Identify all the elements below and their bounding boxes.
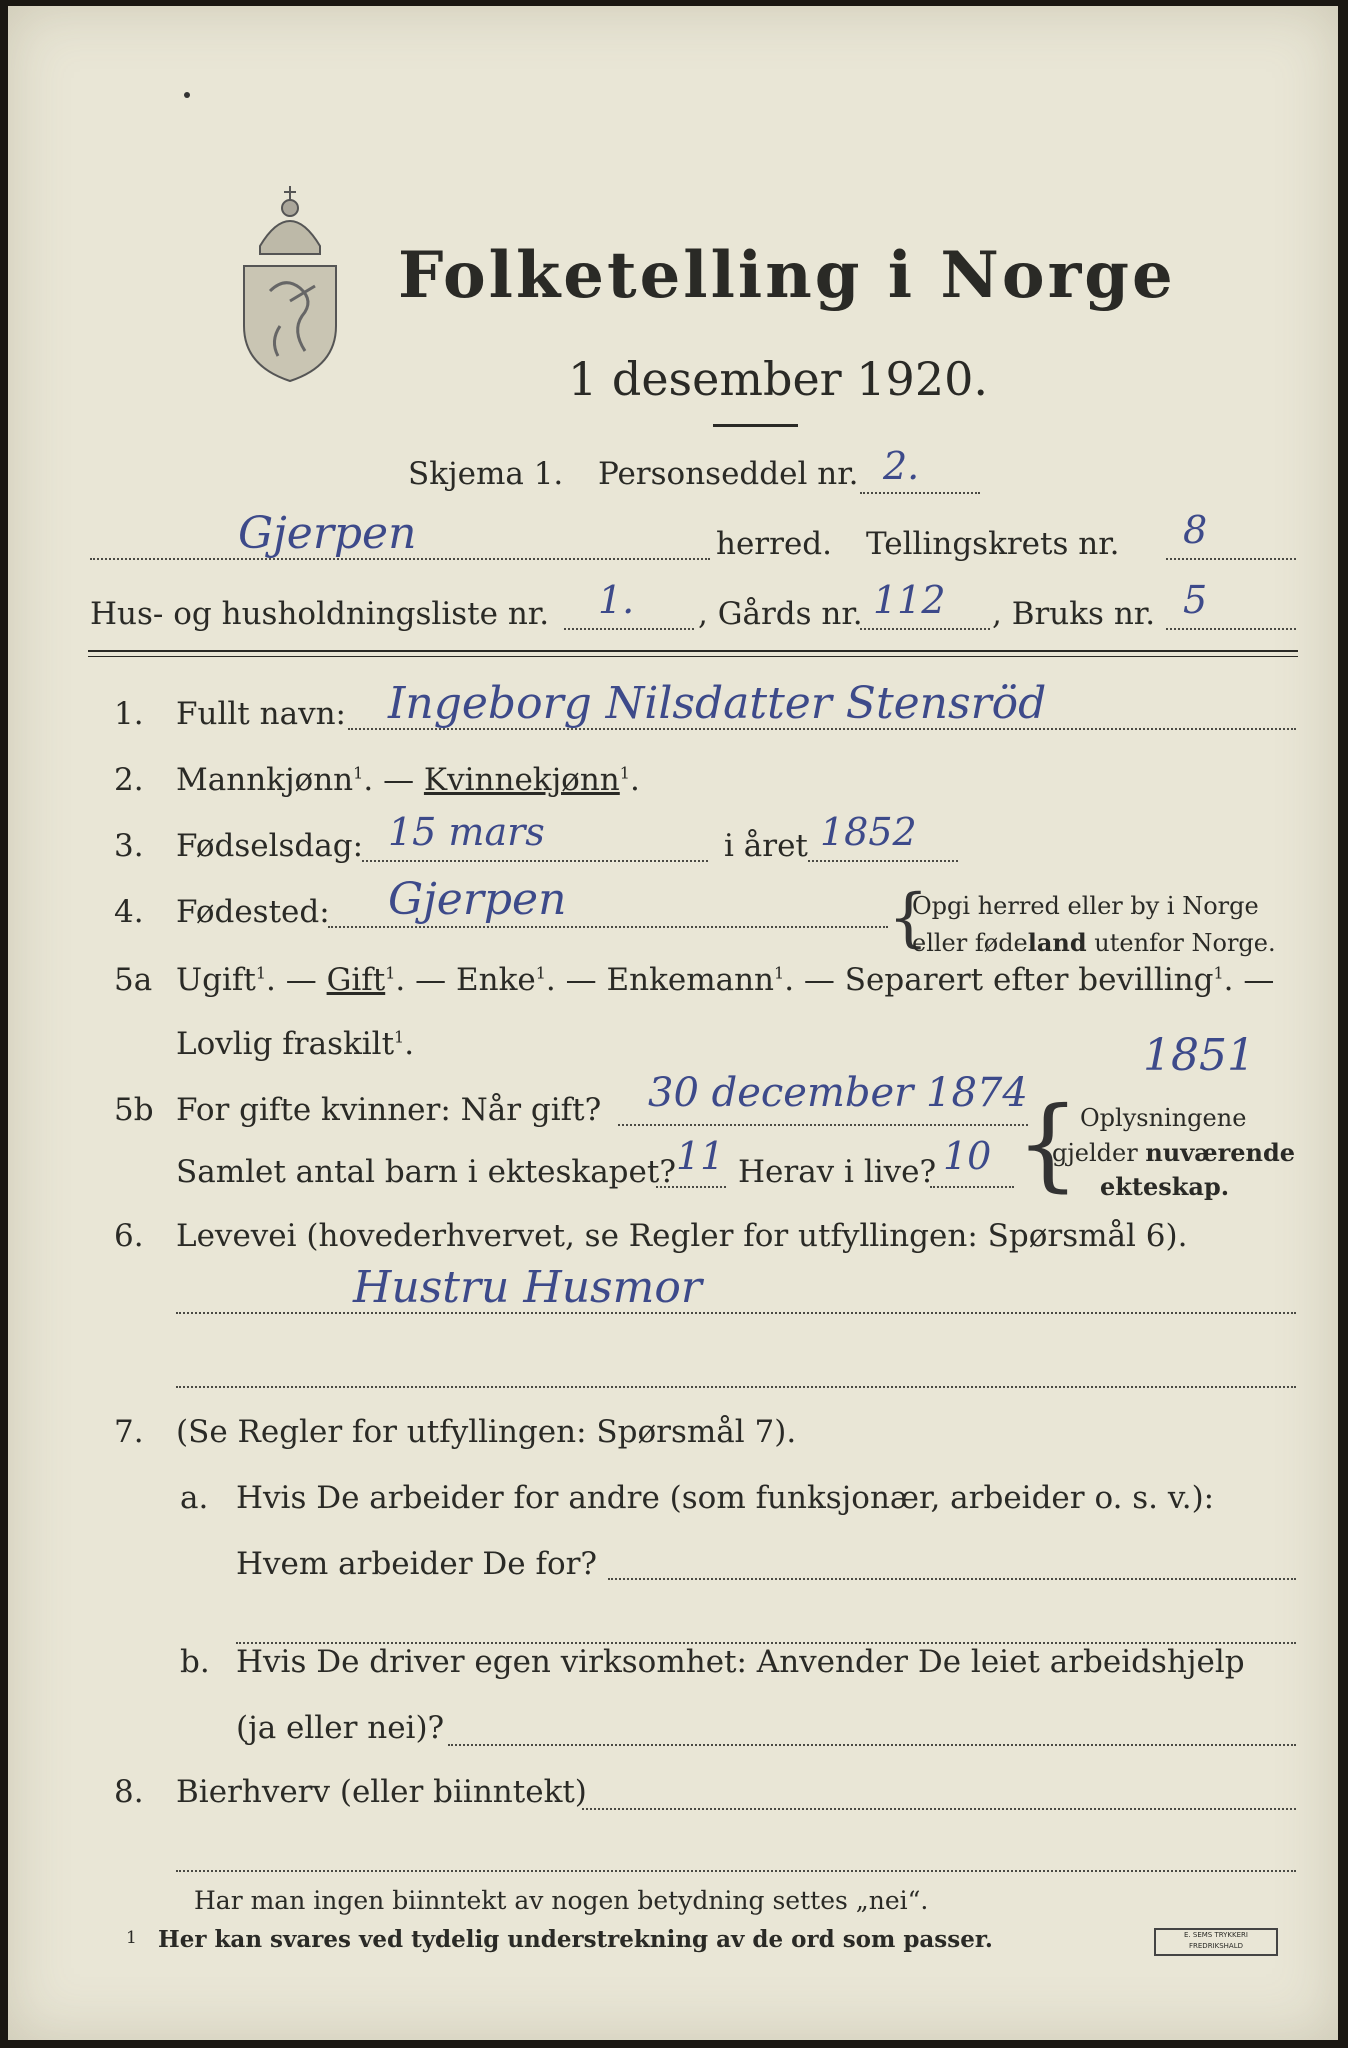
lovlig-fraskilt-option[interactable]: Lovlig fraskilt$^1$. (176, 1026, 415, 1062)
q4-brace: { (888, 881, 929, 955)
side-income-note: Har man ingen biinntekt av nogen betydning settes „nei“. (194, 1886, 929, 1915)
gards-label: , Gårds nr. (698, 596, 863, 632)
q5b-label-1: For gifte kvinner: Når gift? (176, 1092, 602, 1128)
q1-label: Fullt navn: (176, 696, 346, 732)
personseddel-value[interactable]: 2. (883, 444, 920, 488)
q5b-brace: { (1016, 1085, 1080, 1202)
q5b-side-2: gjelder nuværende (1052, 1138, 1296, 1167)
hus-value[interactable]: 1. (598, 578, 635, 622)
bruks-line (1166, 628, 1296, 630)
ink-dot (184, 92, 190, 98)
personseddel-line (860, 492, 980, 494)
q1-number: 1. (114, 696, 144, 732)
hired-help-line (448, 1744, 1296, 1746)
coat-of-arms-icon (230, 176, 350, 386)
gift-option[interactable]: Gift (326, 962, 386, 998)
q7a-number: a. (180, 1480, 209, 1516)
form-title: Folketelling i Norge (398, 238, 1176, 313)
separert-option[interactable]: Separert efter bevilling (844, 962, 1214, 998)
full-name-value[interactable]: Ingeborg Nilsdatter Stensröd (388, 678, 1047, 729)
occupation-line-1 (176, 1312, 1296, 1314)
printer-stamp: E. SEMS TRYKKERI FREDRIKSHALD (1154, 1928, 1278, 1956)
q5b-side-1: Oplysningene (1080, 1104, 1247, 1132)
birthplace-value[interactable]: Gjerpen (388, 874, 567, 925)
children-alive-line (930, 1186, 1014, 1188)
children-total-value[interactable]: 11 (676, 1134, 725, 1178)
q5b-number: 5b (114, 1092, 154, 1128)
q3-year-label: i året (724, 828, 808, 864)
birthdate-value[interactable]: 15 mars (388, 810, 545, 854)
birthdate-line (362, 860, 708, 862)
full-name-line (348, 728, 1296, 730)
enkemann-option[interactable]: Enkemann (606, 962, 775, 998)
q7b-number: b. (180, 1644, 210, 1680)
herred-line (90, 558, 710, 560)
q4-number: 4. (114, 894, 144, 930)
q6-number: 6. (114, 1218, 144, 1254)
occupation-value[interactable]: Hustru Husmor (353, 1262, 702, 1313)
marriage-date-line (618, 1124, 1028, 1126)
marital-status-options: Ugift$^1$. — Gift$^1$. — Enke$^1$. — Enkemann$^1$. — Separert efter bevilling$^1$. — (176, 962, 1275, 998)
children-alive-value[interactable]: 10 (943, 1134, 992, 1178)
q5a-number: 5a (114, 962, 153, 998)
q7b-question: (ja eller nei)? (236, 1710, 445, 1746)
occupation-line-2 (176, 1386, 1296, 1388)
q5b-side-3: ekteskap. (1100, 1172, 1230, 1201)
q7-number: 7. (114, 1414, 144, 1450)
margin-note: 1851 (1143, 1030, 1255, 1081)
birth-year-value[interactable]: 1852 (820, 810, 917, 854)
gards-line (860, 628, 990, 630)
side-income-line-2 (176, 1870, 1296, 1872)
hus-label: Hus- og husholdningsliste nr. (90, 596, 550, 632)
bruks-value[interactable]: 5 (1183, 578, 1208, 622)
header-rule-1 (88, 650, 1298, 652)
skjema-label: Skjema 1. (408, 456, 564, 492)
herred-value[interactable]: Gjerpen (238, 508, 417, 559)
q7a-question: Hvem arbeider De for? (236, 1546, 598, 1582)
mannkjonn-option[interactable]: Mannkjønn (176, 762, 354, 798)
q8-label: Bierhverv (eller biinntekt) (176, 1774, 587, 1810)
enke-option[interactable]: Enke (455, 962, 536, 998)
ugift-option[interactable]: Ugift (176, 962, 256, 998)
footnote-number: 1 (126, 1928, 137, 1948)
hus-line (564, 628, 694, 630)
census-form-page (8, 6, 1338, 2040)
gards-value[interactable]: 112 (873, 578, 946, 622)
q4-label: Fødested: (176, 894, 330, 930)
q8-number: 8. (114, 1774, 144, 1810)
marriage-date-value[interactable]: 30 december 1874 (648, 1070, 1028, 1116)
kvinnekjonn-option[interactable]: Kvinnekjønn (423, 762, 620, 798)
bruks-label: , Bruks nr. (992, 596, 1156, 632)
employer-line-1 (608, 1578, 1296, 1580)
q4-hint-2: eller fødeland utenfor Norge. (912, 928, 1276, 957)
census-date: 1 desember 1920. (568, 352, 988, 406)
title-rule (713, 424, 798, 427)
herred-label: herred. (716, 526, 832, 562)
q2-options: Mannkjønn$^1$. — Kvinnekjønn$^1$. (176, 762, 640, 798)
side-income-line-1 (582, 1808, 1296, 1810)
q3-label: Fødselsdag: (176, 828, 364, 864)
footnote-text: Her kan svares ved tydelig understrekning av de ord som passer. (158, 1926, 993, 1953)
header-rule-2 (88, 656, 1298, 657)
tellingskrets-value[interactable]: 8 (1183, 508, 1208, 552)
children-total-line (656, 1186, 726, 1188)
personseddel-label: Personseddel nr. (598, 456, 859, 492)
q4-hint-1: Opgi herred eller by i Norge (912, 892, 1259, 920)
q7b-text: Hvis De driver egen virksomhet: Anvender De leiet arbeidshjelp (236, 1644, 1245, 1680)
q6-label: Levevei (hovederhvervet, se Regler for utfyllingen: Spørsmål 6). (176, 1218, 1188, 1254)
q7a-text: Hvis De arbeider for andre (som funksjonær, arbeider o. s. v.): (236, 1480, 1215, 1516)
tellingskrets-line (1166, 558, 1296, 560)
q3-number: 3. (114, 828, 144, 864)
q5b-label-3: Herav i live? (738, 1154, 937, 1190)
tellingskrets-label: Tellingskrets nr. (866, 526, 1120, 562)
q5b-label-2: Samlet antal barn i ekteskapet? (176, 1154, 676, 1190)
q2-number: 2. (114, 762, 144, 798)
birth-year-line (808, 860, 958, 862)
q7-label: (Se Regler for utfyllingen: Spørsmål 7). (176, 1414, 797, 1450)
birthplace-line (328, 926, 888, 928)
